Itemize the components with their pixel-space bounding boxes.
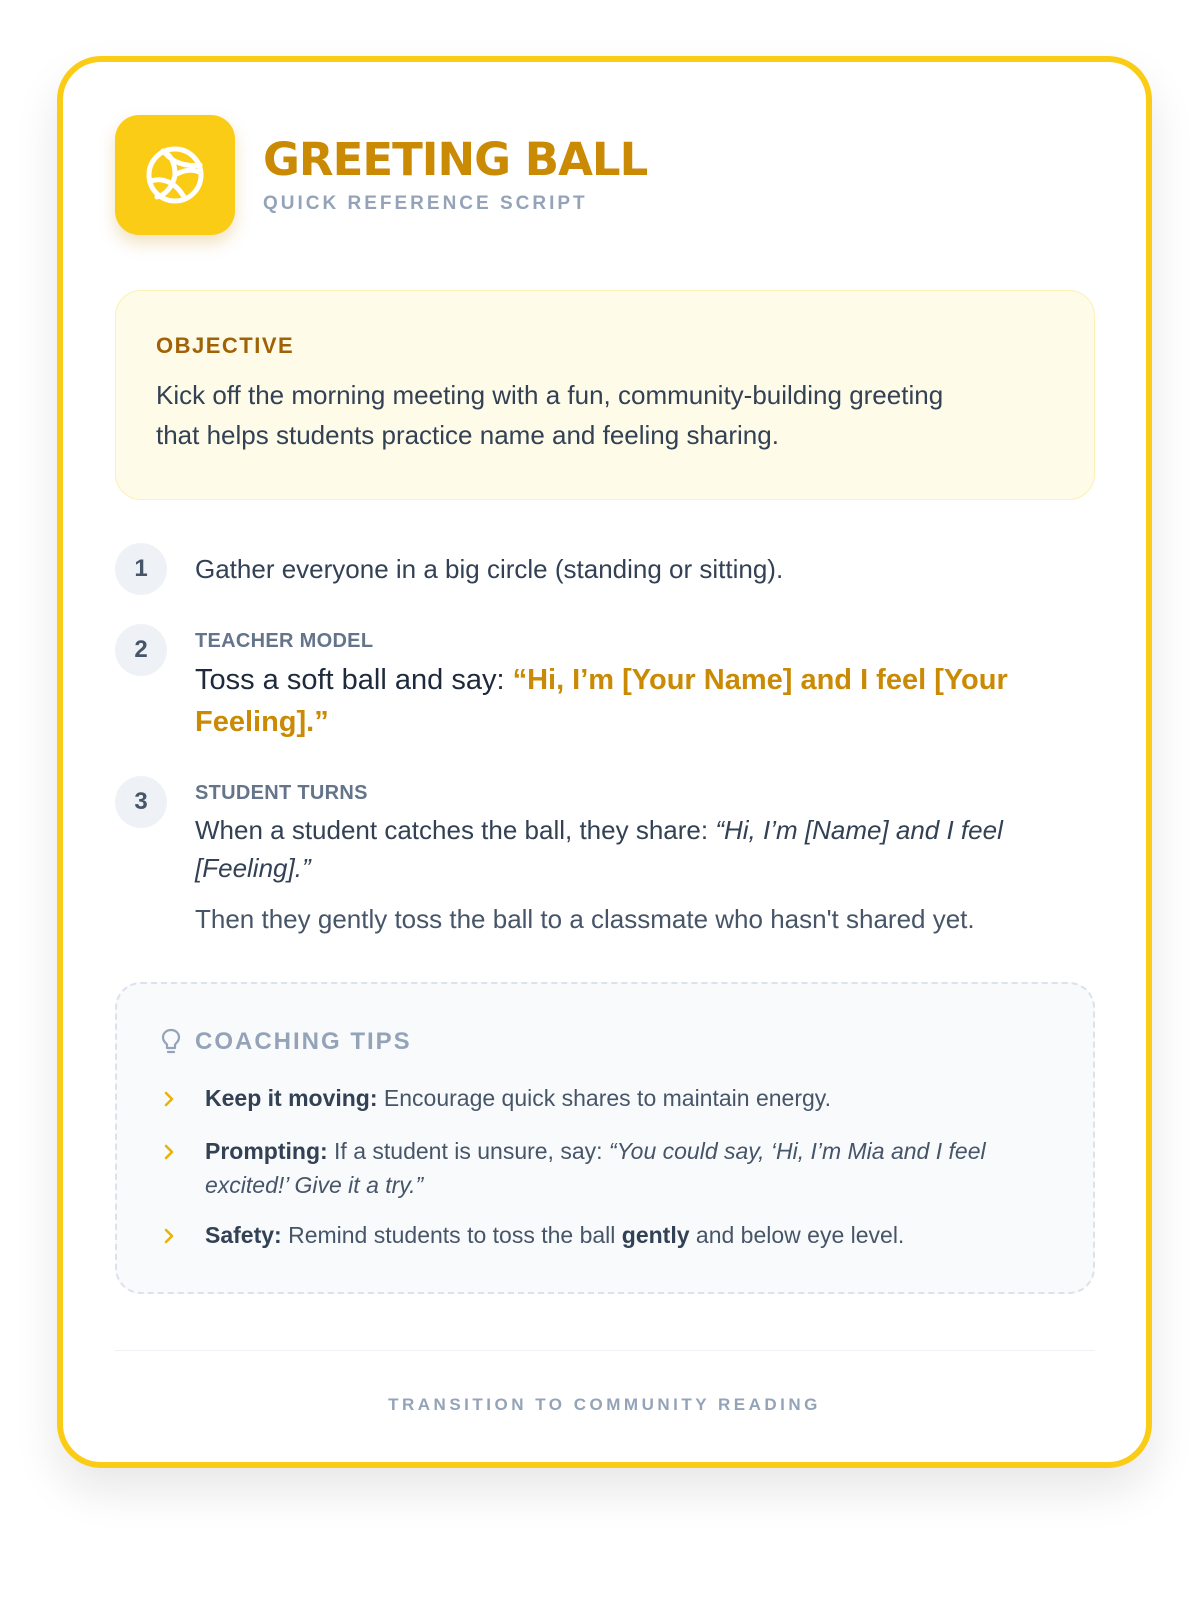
- tip-heading: Keep it moving:: [205, 1085, 378, 1111]
- teacher-quote-line-1: “Hi, I’m [Your Name] and I feel [Your: [512, 664, 1008, 696]
- objective-line-2: that helps students practice name and feeling sharing.: [156, 420, 779, 450]
- objective-line-1: Kick off the morning meeting with a fun, community-building greeting: [156, 380, 944, 410]
- tip-text: [205, 1218, 1065, 1252]
- step-number: 1: [115, 543, 167, 595]
- coaching-tips-box: [115, 982, 1095, 1294]
- step-text: Gather everyone in a big circle (standing or sitting).: [195, 554, 784, 584]
- objective-text: [156, 375, 1054, 455]
- tip-emphasis: gently: [621, 1222, 690, 1248]
- step-body: [195, 630, 1095, 743]
- lightbulb-icon: [161, 1028, 181, 1056]
- chevron-right-icon: [161, 1085, 177, 1111]
- title-group: [263, 135, 647, 215]
- student-quote-line-1: “Hi, I’m [Name] and I feel: [715, 815, 1003, 845]
- tips-header: [161, 1028, 412, 1056]
- step-followup: Then they gently toss the ball to a classmate who hasn't shared yet.: [195, 904, 975, 934]
- tip-text: [205, 1134, 1065, 1202]
- tip-body: Encourage quick shares to maintain energy.: [377, 1085, 831, 1111]
- tip-quote-line-1: “You could say, ‘Hi, I’m Mia and I feel: [608, 1138, 986, 1164]
- step-body: [195, 549, 1095, 589]
- teacher-quote-line-2: Feeling].”: [195, 706, 329, 738]
- step-label: TEACHER MODEL: [195, 630, 374, 652]
- step-instruction: Toss a soft ball and say:: [195, 664, 513, 696]
- step-instruction: When a student catches the ball, they share:: [195, 815, 716, 845]
- step-number: 3: [115, 776, 167, 828]
- objective-label: OBJECTIVE: [156, 333, 295, 358]
- page-subtitle: QUICK REFERENCE SCRIPT: [263, 192, 588, 214]
- step-text: [195, 659, 1095, 743]
- objective-box: [115, 290, 1095, 500]
- card-header: [115, 115, 647, 235]
- student-quote-line-2: [Feeling].”: [195, 853, 311, 883]
- footer-divider: [115, 1350, 1095, 1351]
- chevron-right-icon: [161, 1138, 177, 1164]
- step-body: [195, 782, 1095, 939]
- footer-transition: TRANSITION TO COMMUNITY READING: [388, 1395, 821, 1414]
- step-label: STUDENT TURNS: [195, 782, 368, 804]
- step-text: [195, 811, 1095, 887]
- tip-heading: Prompting:: [205, 1138, 328, 1164]
- volleyball-icon: [143, 143, 207, 207]
- tip-heading: Safety:: [205, 1222, 282, 1248]
- tip-text: [205, 1081, 1065, 1115]
- tip-body: Remind students to toss the ball: [281, 1222, 622, 1248]
- logo-badge: [115, 115, 235, 235]
- tip-quote-line-2: excited!’ Give it a try.”: [205, 1172, 424, 1198]
- page-title: GREETING BALL: [263, 133, 648, 187]
- tip-body: If a student is unsure, say:: [327, 1138, 609, 1164]
- step-number: 2: [115, 624, 167, 676]
- tips-title: COACHING TIPS: [195, 1028, 412, 1055]
- chevron-right-icon: [161, 1222, 177, 1248]
- tip-body-end: and below eye level.: [689, 1222, 905, 1248]
